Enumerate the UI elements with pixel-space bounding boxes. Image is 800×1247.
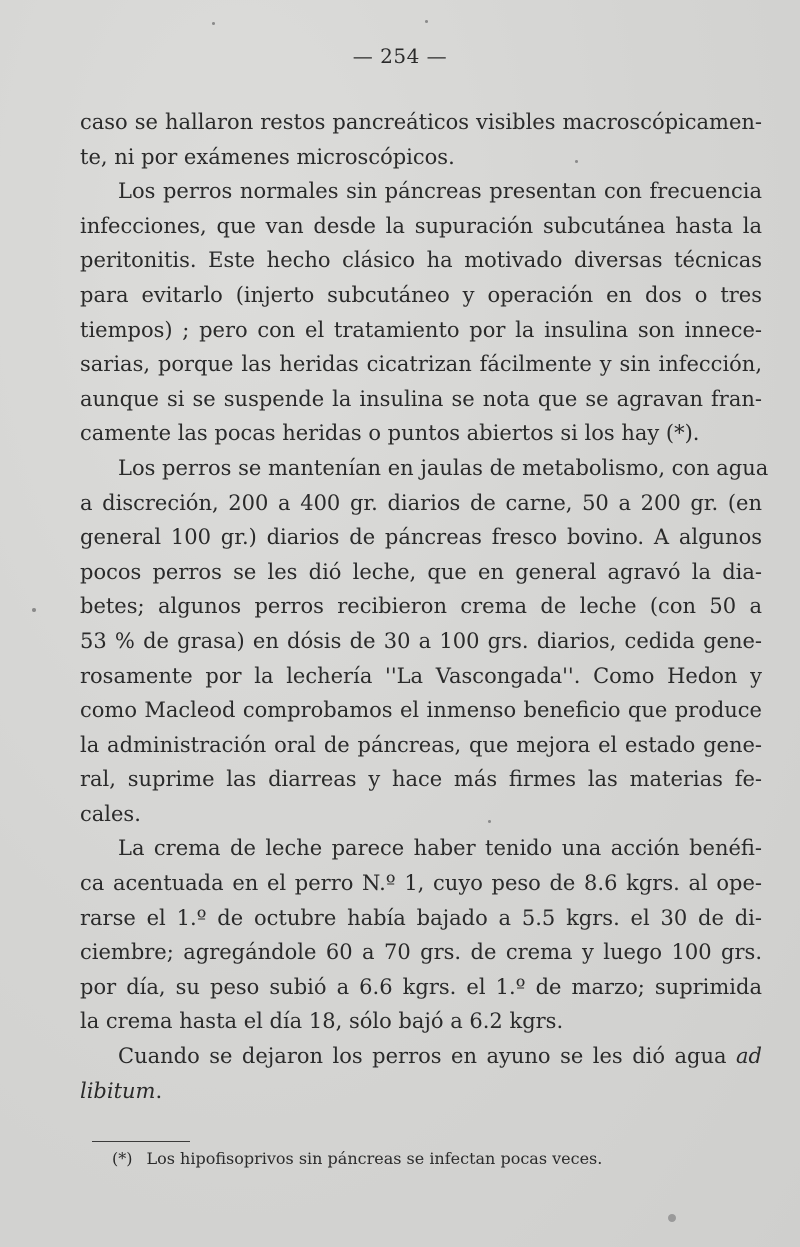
text-line: 53 % de grasa) en dósis de 30 a 100 grs. diarios, cedida gene- [80, 628, 762, 653]
paragraph-5 [80, 1039, 762, 1108]
paragraph-3 [80, 451, 769, 832]
paper-speck [488, 820, 491, 823]
italic-text: ad [736, 1044, 762, 1069]
text-run: . [155, 1078, 163, 1103]
paragraph-1 [80, 105, 762, 174]
text-line: la administración oral de páncreas, que mejora el estado gene- [80, 732, 762, 757]
paper-speck [32, 608, 36, 612]
text-line: La crema de leche parece haber tenido una acción benéfi- [118, 836, 762, 861]
text-line: Los perros normales sin páncreas presentan con frecuencia [118, 179, 762, 204]
text-line: rarse el 1.º de octubre había bajado a 5.5 kgrs. el 30 de di- [80, 905, 762, 930]
text-line [80, 1074, 762, 1109]
text-line: betes; algunos perros recibieron crema de leche (con 50 a [80, 594, 762, 619]
footnote [112, 1148, 602, 1170]
text-line: por día, su peso subió a 6.6 kgrs. el 1.º de marzo; suprimida [80, 974, 762, 999]
text-line [80, 1039, 762, 1074]
footnote-text: Los hipofisoprivos sin páncreas se infectan pocas veces. [146, 1149, 603, 1168]
text-line: como Macleod comprobamos el inmenso beneficio que produce [80, 698, 762, 723]
text-line: ciembre; agregándole 60 a 70 grs. de crema y luego 100 grs. [80, 940, 762, 965]
text-line: para evitarlo (injerto subcutáneo y operación en dos o tres [80, 282, 762, 307]
text-line: pocos perros se les dió leche, que en general agravó la dia- [80, 559, 762, 584]
text-line: cales. [80, 801, 141, 826]
paper-speck [425, 20, 428, 23]
text-line: aunque si se suspende la insulina se nota que se agravan fran- [80, 386, 762, 411]
text-line: general 100 gr.) diarios de páncreas fresco bovino. A algunos [80, 525, 762, 550]
text-line: tiempos) ; pero con el tratamiento por la insulina son innece- [80, 317, 762, 342]
paper-speck [668, 1214, 676, 1222]
text-line: la crema hasta el día 18, sólo bajó a 6.2 kgrs. [80, 1009, 564, 1034]
text-line: infecciones, que van desde la supuración subcutánea hasta la [80, 213, 762, 238]
paragraph-2 [80, 174, 762, 451]
text-line: peritonitis. Este hecho clásico ha motivado diversas técnicas [80, 248, 762, 273]
text-line: sarias, porque las heridas cicatrizan fácilmente y sin infección, [80, 352, 762, 377]
paper-speck [212, 22, 215, 25]
text-line: Los perros se mantenían en jaulas de metabolismo, con agua [118, 455, 769, 480]
text-line: rosamente por la lechería ''La Vascongada''. Como Hedon y [80, 663, 762, 688]
body-text [80, 105, 769, 1108]
footnote-separator [92, 1141, 190, 1142]
text-line: a discreción, 200 a 400 gr. diarios de carne, 50 a 200 gr. (en [80, 490, 762, 515]
footnote-marker: (*) [112, 1149, 133, 1168]
text-line: camente las pocas heridas o puntos abiertos si los hay (*). [80, 421, 700, 446]
text-line: te, ni por exámenes microscópicos. [80, 144, 455, 169]
paragraph-4 [80, 831, 762, 1039]
text-line: caso se hallaron restos pancreáticos visibles macroscópicamen- [80, 110, 762, 134]
text-run: Cuando se dejaron los perros en ayuno se les dió agua [118, 1044, 727, 1069]
paper-speck [575, 160, 578, 163]
italic-text: libitum [80, 1078, 156, 1103]
page-number: — 254 — [352, 44, 448, 68]
text-line: ca acentuada en el perro N.º 1, cuyo peso de 8.6 kgrs. al ope- [80, 871, 762, 896]
text-line: ral, suprime las diarreas y hace más firmes las materias fe- [80, 767, 762, 792]
